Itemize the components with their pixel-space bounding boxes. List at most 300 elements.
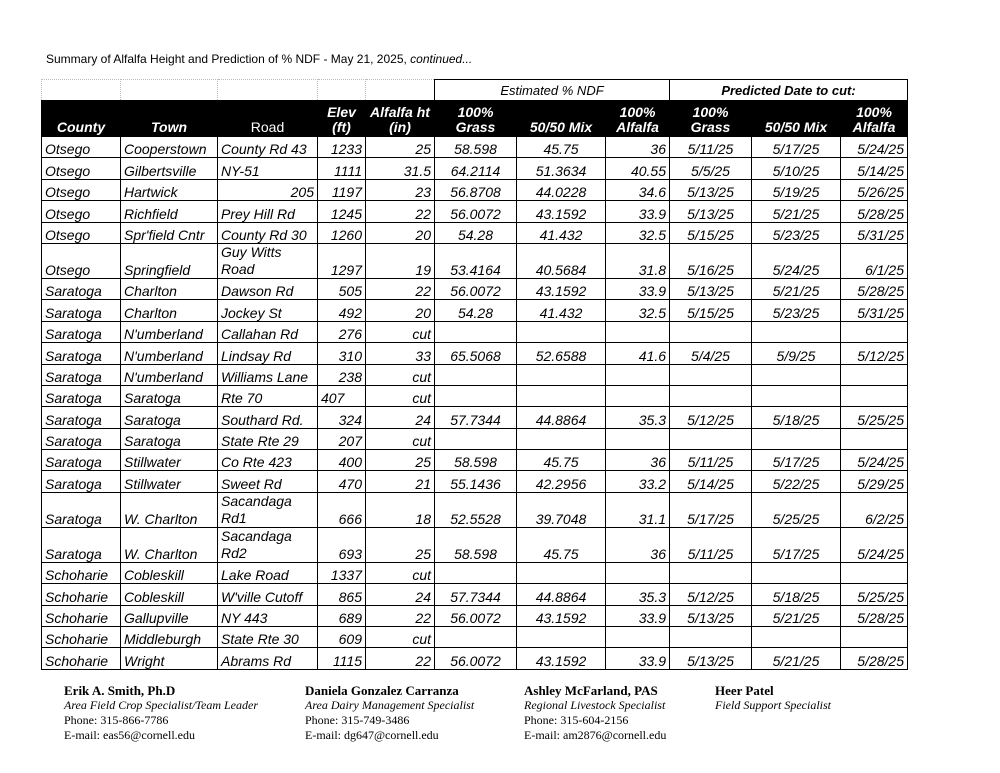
cell-ndf-grass xyxy=(435,321,517,342)
cell-elev: 310 xyxy=(318,343,366,364)
cell-county: Schoharie xyxy=(42,584,121,605)
cell-alfalfa-ht: 18 xyxy=(366,492,435,527)
cell-road: County Rd 43 xyxy=(218,137,318,158)
cell-elev: 276 xyxy=(318,321,366,342)
cell-cut-mix: 5/17/25 xyxy=(752,137,841,158)
cell-ndf-alfalfa: 36 xyxy=(606,527,670,562)
cell-cut-grass: 5/13/25 xyxy=(670,648,752,669)
cell-ndf-grass xyxy=(435,364,517,385)
cell-alfalfa-ht: 22 xyxy=(366,201,435,222)
table-row xyxy=(42,605,908,626)
cell-alfalfa-ht: cut xyxy=(366,428,435,449)
contact-card xyxy=(715,683,831,713)
cell-ndf-mix: 45.75 xyxy=(517,527,606,562)
header-cut-mix: 50/50 Mix xyxy=(752,101,841,137)
cell-ndf-mix: 44.0228 xyxy=(517,179,606,200)
cell-road: Guy Witts Road xyxy=(218,243,318,278)
cell-road: Williams Lane xyxy=(218,364,318,385)
cell-cut-grass xyxy=(670,428,752,449)
cell-town: W. Charlton xyxy=(121,492,218,527)
cell-ndf-mix: 44.8864 xyxy=(517,407,606,428)
table-body xyxy=(42,80,908,670)
contact-email: E-mail: eas56@cornell.edu xyxy=(64,728,196,742)
cell-county: Saratoga xyxy=(42,471,121,492)
cell-ndf-grass: 58.598 xyxy=(435,450,517,471)
header-cut-alfalfa: 100% Alfalfa xyxy=(841,101,908,137)
cell-cut-grass: 5/13/25 xyxy=(670,278,752,299)
cell-county: Otsego xyxy=(42,222,121,243)
cell-elev: 505 xyxy=(318,278,366,299)
cell-road: Callahan Rd xyxy=(218,321,318,342)
header-elev: Elev (ft) xyxy=(318,101,366,137)
cell-ndf-mix xyxy=(517,627,606,648)
cell-alfalfa-ht: cut xyxy=(366,364,435,385)
cell-county: Saratoga xyxy=(42,364,121,385)
cell-elev: 1297 xyxy=(318,243,366,278)
contact-phone: Phone: 315-866-7786 xyxy=(64,713,169,727)
table-row xyxy=(42,243,908,278)
cell-cut-grass: 5/13/25 xyxy=(670,201,752,222)
cell-elev: 238 xyxy=(318,364,366,385)
cell-ndf-mix: 44.8864 xyxy=(517,584,606,605)
cell-county: Schoharie xyxy=(42,605,121,626)
header-cut-grass: 100% Grass xyxy=(670,101,752,137)
table-row xyxy=(42,407,908,428)
cell-alfalfa-ht: 22 xyxy=(366,648,435,669)
cell-ndf-mix: 43.1592 xyxy=(517,648,606,669)
cell-ndf-mix: 41.432 xyxy=(517,222,606,243)
cell-cut-alfalfa: 5/12/25 xyxy=(841,343,908,364)
cell-road: Lake Road xyxy=(218,562,318,583)
table-row xyxy=(42,158,908,179)
cell-road: Sacandaga Rd2 xyxy=(218,527,318,562)
contact-card xyxy=(524,683,666,743)
column-header-row xyxy=(42,101,908,137)
cell-ndf-alfalfa: 32.5 xyxy=(606,222,670,243)
cell-cut-alfalfa: 5/28/25 xyxy=(841,605,908,626)
cell-cut-alfalfa: 5/28/25 xyxy=(841,648,908,669)
cell-ndf-mix: 41.432 xyxy=(517,300,606,321)
cell-ndf-mix: 43.1592 xyxy=(517,278,606,299)
cell-county: Otsego xyxy=(42,137,121,158)
cell-cut-alfalfa: 5/14/25 xyxy=(841,158,908,179)
cell-alfalfa-ht: 20 xyxy=(366,222,435,243)
cell-alfalfa-ht: 20 xyxy=(366,300,435,321)
cell-ndf-mix: 39.7048 xyxy=(517,492,606,527)
cell-town: Stillwater xyxy=(121,450,218,471)
cell-cut-grass xyxy=(670,385,752,406)
cell-county: Schoharie xyxy=(42,648,121,669)
cell-county: Otsego xyxy=(42,179,121,200)
cell-town: Middleburgh xyxy=(121,627,218,648)
cell-county: Saratoga xyxy=(42,385,121,406)
cell-town: Gilbertsville xyxy=(121,158,218,179)
cell-cut-grass: 5/15/25 xyxy=(670,300,752,321)
cell-ndf-mix: 43.1592 xyxy=(517,605,606,626)
cell-elev: 400 xyxy=(318,450,366,471)
cell-elev: 324 xyxy=(318,407,366,428)
cell-elev: 1260 xyxy=(318,222,366,243)
cell-ndf-alfalfa: 31.1 xyxy=(606,492,670,527)
cell-road: Jockey St xyxy=(218,300,318,321)
cell-ndf-alfalfa: 35.3 xyxy=(606,407,670,428)
cell-ndf-grass: 57.7344 xyxy=(435,584,517,605)
cell-town: Saratoga xyxy=(121,385,218,406)
cell-ndf-grass: 56.0072 xyxy=(435,605,517,626)
cell-ndf-alfalfa xyxy=(606,321,670,342)
cell-ndf-grass: 58.598 xyxy=(435,137,517,158)
cell-elev: 865 xyxy=(318,584,366,605)
header-town: Town xyxy=(121,101,218,137)
cell-ndf-grass xyxy=(435,562,517,583)
table-row xyxy=(42,343,908,364)
cell-ndf-grass: 54.28 xyxy=(435,300,517,321)
cell-ndf-grass: 55.1436 xyxy=(435,471,517,492)
cell-cut-alfalfa: 5/25/25 xyxy=(841,407,908,428)
cell-cut-mix: 5/25/25 xyxy=(752,492,841,527)
cell-town: Hartwick xyxy=(121,179,218,200)
cell-cut-grass: 5/13/25 xyxy=(670,605,752,626)
cell-ndf-alfalfa: 40.55 xyxy=(606,158,670,179)
contact-name: Erik A. Smith, Ph.D xyxy=(64,683,176,698)
cell-cut-alfalfa: 5/31/25 xyxy=(841,300,908,321)
cell-ndf-alfalfa: 34.6 xyxy=(606,179,670,200)
contact-role: Regional Livestock Specialist xyxy=(524,698,666,712)
contact-name: Daniela Gonzalez Carranza xyxy=(305,683,459,698)
cell-cut-grass xyxy=(670,627,752,648)
cell-ndf-mix: 45.75 xyxy=(517,137,606,158)
cell-road: Sacandaga Rd1 xyxy=(218,492,318,527)
table-row xyxy=(42,201,908,222)
cell-ndf-mix xyxy=(517,385,606,406)
cell-elev: 1197 xyxy=(318,179,366,200)
table-row xyxy=(42,321,908,342)
contact-card xyxy=(64,683,258,743)
cell-cut-alfalfa: 5/31/25 xyxy=(841,222,908,243)
cell-county: Saratoga xyxy=(42,321,121,342)
cell-cut-grass: 5/12/25 xyxy=(670,407,752,428)
cell-alfalfa-ht: cut xyxy=(366,627,435,648)
cell-town: Wright xyxy=(121,648,218,669)
cell-cut-grass xyxy=(670,562,752,583)
cell-county: Saratoga xyxy=(42,492,121,527)
cell-ndf-alfalfa: 32.5 xyxy=(606,300,670,321)
table-row xyxy=(42,428,908,449)
cell-road: W'ville Cutoff xyxy=(218,584,318,605)
cell-cut-alfalfa: 5/24/25 xyxy=(841,137,908,158)
cell-elev: 1233 xyxy=(318,137,366,158)
cell-ndf-alfalfa xyxy=(606,562,670,583)
table-row xyxy=(42,222,908,243)
cell-ndf-mix: 42.2956 xyxy=(517,471,606,492)
cell-ndf-grass: 56.0072 xyxy=(435,648,517,669)
cell-alfalfa-ht: cut xyxy=(366,321,435,342)
title-suffix: continued... xyxy=(410,52,473,66)
cell-ndf-alfalfa: 31.8 xyxy=(606,243,670,278)
cell-ndf-alfalfa: 33.2 xyxy=(606,471,670,492)
cell-town: Cooperstown xyxy=(121,137,218,158)
cell-road: NY-51 xyxy=(218,158,318,179)
cell-cut-mix: 5/21/25 xyxy=(752,201,841,222)
cell-cut-mix: 5/21/25 xyxy=(752,278,841,299)
cell-ndf-grass: 54.28 xyxy=(435,222,517,243)
cell-cut-grass: 5/14/25 xyxy=(670,471,752,492)
cell-town: Spr'field Cntr xyxy=(121,222,218,243)
alfalfa-summary-table xyxy=(41,79,908,670)
cell-ndf-mix xyxy=(517,364,606,385)
header-county: County xyxy=(42,101,121,137)
cell-ndf-alfalfa: 33.9 xyxy=(606,201,670,222)
cell-cut-alfalfa: 6/2/25 xyxy=(841,492,908,527)
cell-road: NY 443 xyxy=(218,605,318,626)
cell-road: Dawson Rd xyxy=(218,278,318,299)
cell-alfalfa-ht: 25 xyxy=(366,137,435,158)
table-row xyxy=(42,364,908,385)
contact-name: Ashley McFarland, PAS xyxy=(524,683,658,698)
cell-alfalfa-ht: 22 xyxy=(366,605,435,626)
cell-ndf-grass xyxy=(435,428,517,449)
cell-town: N'umberland xyxy=(121,343,218,364)
cell-county: Saratoga xyxy=(42,407,121,428)
table-row xyxy=(42,278,908,299)
cell-cut-grass: 5/13/25 xyxy=(670,179,752,200)
cell-cut-mix xyxy=(752,627,841,648)
cell-county: Schoharie xyxy=(42,627,121,648)
cell-ndf-alfalfa xyxy=(606,428,670,449)
table-row xyxy=(42,137,908,158)
cell-ndf-alfalfa: 36 xyxy=(606,450,670,471)
cell-alfalfa-ht: 33 xyxy=(366,343,435,364)
table-row xyxy=(42,300,908,321)
cell-cut-grass: 5/11/25 xyxy=(670,527,752,562)
cell-town: Richfield xyxy=(121,201,218,222)
cell-cut-alfalfa: 5/26/25 xyxy=(841,179,908,200)
contact-role: Area Dairy Management Specialist xyxy=(305,698,475,712)
cell-cut-grass: 5/15/25 xyxy=(670,222,752,243)
cell-cut-grass: 5/17/25 xyxy=(670,492,752,527)
cell-county: Otsego xyxy=(42,243,121,278)
cell-road: Co Rte 423 xyxy=(218,450,318,471)
cell-elev: 1115 xyxy=(318,648,366,669)
cell-ndf-mix: 52.6588 xyxy=(517,343,606,364)
cell-county: Saratoga xyxy=(42,343,121,364)
cell-alfalfa-ht: 21 xyxy=(366,471,435,492)
cell-county: Schoharie xyxy=(42,562,121,583)
cell-road: Southard Rd. xyxy=(218,407,318,428)
header-ndf-grass: 100% Grass xyxy=(435,101,517,137)
cell-alfalfa-ht: cut xyxy=(366,385,435,406)
cell-alfalfa-ht: 25 xyxy=(366,450,435,471)
contact-email: E-mail: am2876@cornell.edu xyxy=(524,728,667,742)
cell-road: Lindsay Rd xyxy=(218,343,318,364)
cell-town: Cobleskill xyxy=(121,562,218,583)
cell-cut-mix: 5/18/25 xyxy=(752,584,841,605)
cell-cut-alfalfa xyxy=(841,428,908,449)
cell-town: Charlton xyxy=(121,278,218,299)
table-row xyxy=(42,385,908,406)
cell-cut-alfalfa xyxy=(841,364,908,385)
cell-road: State Rte 29 xyxy=(218,428,318,449)
cell-ndf-alfalfa xyxy=(606,385,670,406)
cell-cut-grass: 5/11/25 xyxy=(670,137,752,158)
cell-ndf-alfalfa xyxy=(606,364,670,385)
cell-cut-mix: 5/17/25 xyxy=(752,450,841,471)
cell-ndf-grass xyxy=(435,385,517,406)
cell-town: Stillwater xyxy=(121,471,218,492)
table-row xyxy=(42,562,908,583)
contact-phone: Phone: 315-749-3486 xyxy=(305,713,410,727)
cell-elev: 470 xyxy=(318,471,366,492)
cell-elev: 492 xyxy=(318,300,366,321)
cell-alfalfa-ht: 31.5 xyxy=(366,158,435,179)
cell-elev: 1337 xyxy=(318,562,366,583)
cell-ndf-alfalfa xyxy=(606,627,670,648)
cell-cut-alfalfa: 5/29/25 xyxy=(841,471,908,492)
cell-cut-grass: 5/11/25 xyxy=(670,450,752,471)
cell-alfalfa-ht: cut xyxy=(366,562,435,583)
cell-cut-grass: 5/4/25 xyxy=(670,343,752,364)
cell-cut-grass: 5/12/25 xyxy=(670,584,752,605)
page-title xyxy=(46,52,472,66)
contact-role: Area Field Crop Specialist/Team Leader xyxy=(64,698,258,712)
header-ndf-alfalfa: 100% Alfalfa xyxy=(606,101,670,137)
cell-cut-mix: 5/21/25 xyxy=(752,605,841,626)
cell-cut-alfalfa: 5/24/25 xyxy=(841,527,908,562)
cell-road: Rte 70 xyxy=(218,385,318,406)
cell-cut-mix: 5/10/25 xyxy=(752,158,841,179)
cell-ndf-mix: 45.75 xyxy=(517,450,606,471)
cell-cut-alfalfa: 5/28/25 xyxy=(841,278,908,299)
table-row xyxy=(42,627,908,648)
contact-email: E-mail: dg647@cornell.edu xyxy=(305,728,439,742)
table-row xyxy=(42,527,908,562)
group-header-row xyxy=(42,80,908,101)
group-estimated-ndf: Estimated % NDF xyxy=(435,80,670,101)
cell-ndf-alfalfa: 33.9 xyxy=(606,648,670,669)
cell-ndf-grass: 58.598 xyxy=(435,527,517,562)
cell-cut-mix xyxy=(752,428,841,449)
cell-alfalfa-ht: 19 xyxy=(366,243,435,278)
cell-ndf-grass: 56.0072 xyxy=(435,201,517,222)
cell-county: Otsego xyxy=(42,158,121,179)
cell-elev: 207 xyxy=(318,428,366,449)
cell-cut-alfalfa xyxy=(841,321,908,342)
cell-elev: 407 xyxy=(318,385,366,406)
cell-town: W. Charlton xyxy=(121,527,218,562)
cell-ndf-grass: 57.7344 xyxy=(435,407,517,428)
cell-town: Saratoga xyxy=(121,428,218,449)
cell-cut-grass xyxy=(670,321,752,342)
cell-cut-mix xyxy=(752,385,841,406)
cell-cut-mix: 5/17/25 xyxy=(752,527,841,562)
cell-ndf-alfalfa: 36 xyxy=(606,137,670,158)
cell-cut-grass xyxy=(670,364,752,385)
title-main: Summary of Alfalfa Height and Prediction of % NDF - May 21, 2025, xyxy=(46,52,411,66)
cell-town: Gallupville xyxy=(121,605,218,626)
cell-cut-alfalfa: 5/24/25 xyxy=(841,450,908,471)
table-row xyxy=(42,584,908,605)
cell-ndf-alfalfa: 33.9 xyxy=(606,605,670,626)
cell-road: 205 xyxy=(218,179,318,200)
cell-ndf-grass: 64.2114 xyxy=(435,158,517,179)
cell-cut-mix xyxy=(752,321,841,342)
cell-cut-alfalfa: 5/28/25 xyxy=(841,201,908,222)
cell-alfalfa-ht: 22 xyxy=(366,278,435,299)
cell-cut-alfalfa xyxy=(841,385,908,406)
cell-ndf-mix xyxy=(517,428,606,449)
cell-cut-mix: 5/23/25 xyxy=(752,300,841,321)
cell-road: Prey Hill Rd xyxy=(218,201,318,222)
cell-ndf-grass: 52.5528 xyxy=(435,492,517,527)
cell-cut-mix: 5/19/25 xyxy=(752,179,841,200)
cell-town: N'umberland xyxy=(121,364,218,385)
table-row xyxy=(42,471,908,492)
cell-road: Sweet Rd xyxy=(218,471,318,492)
contact-card xyxy=(305,683,474,743)
cell-county: Saratoga xyxy=(42,450,121,471)
cell-ndf-mix: 51.3634 xyxy=(517,158,606,179)
cell-ndf-mix xyxy=(517,321,606,342)
contact-role: Field Support Specialist xyxy=(715,698,831,712)
cell-cut-mix xyxy=(752,364,841,385)
cell-ndf-grass: 65.5068 xyxy=(435,343,517,364)
cell-elev: 1245 xyxy=(318,201,366,222)
cell-town: Saratoga xyxy=(121,407,218,428)
cell-cut-mix: 5/22/25 xyxy=(752,471,841,492)
contact-name: Heer Patel xyxy=(715,683,774,698)
cell-ndf-mix: 43.1592 xyxy=(517,201,606,222)
cell-ndf-grass xyxy=(435,627,517,648)
cell-town: Cobleskill xyxy=(121,584,218,605)
table-row xyxy=(42,450,908,471)
header-road: Road xyxy=(218,101,318,137)
cell-elev: 693 xyxy=(318,527,366,562)
cell-cut-alfalfa: 5/25/25 xyxy=(841,584,908,605)
cell-ndf-grass: 56.0072 xyxy=(435,278,517,299)
cell-ndf-alfalfa: 41.6 xyxy=(606,343,670,364)
cell-cut-mix: 5/9/25 xyxy=(752,343,841,364)
cell-ndf-alfalfa: 33.9 xyxy=(606,278,670,299)
cell-cut-alfalfa xyxy=(841,562,908,583)
cell-town: Springfield xyxy=(121,243,218,278)
cell-ndf-alfalfa: 35.3 xyxy=(606,584,670,605)
cell-cut-alfalfa xyxy=(841,627,908,648)
cell-cut-mix xyxy=(752,562,841,583)
cell-county: Saratoga xyxy=(42,300,121,321)
cell-ndf-grass: 56.8708 xyxy=(435,179,517,200)
cell-cut-mix: 5/23/25 xyxy=(752,222,841,243)
group-predicted-date: Predicted Date to cut: xyxy=(670,80,908,101)
cell-elev: 1111 xyxy=(318,158,366,179)
cell-road: Abrams Rd xyxy=(218,648,318,669)
cell-alfalfa-ht: 25 xyxy=(366,527,435,562)
cell-alfalfa-ht: 24 xyxy=(366,407,435,428)
cell-ndf-grass: 53.4164 xyxy=(435,243,517,278)
cell-alfalfa-ht: 24 xyxy=(366,584,435,605)
cell-county: Otsego xyxy=(42,201,121,222)
cell-county: Saratoga xyxy=(42,428,121,449)
cell-cut-grass: 5/16/25 xyxy=(670,243,752,278)
cell-ndf-mix xyxy=(517,562,606,583)
cell-county: Saratoga xyxy=(42,527,121,562)
cell-road: State Rte 30 xyxy=(218,627,318,648)
cell-cut-mix: 5/24/25 xyxy=(752,243,841,278)
cell-ndf-mix: 40.5684 xyxy=(517,243,606,278)
cell-elev: 689 xyxy=(318,605,366,626)
cell-alfalfa-ht: 23 xyxy=(366,179,435,200)
cell-cut-mix: 5/21/25 xyxy=(752,648,841,669)
cell-cut-grass: 5/5/25 xyxy=(670,158,752,179)
